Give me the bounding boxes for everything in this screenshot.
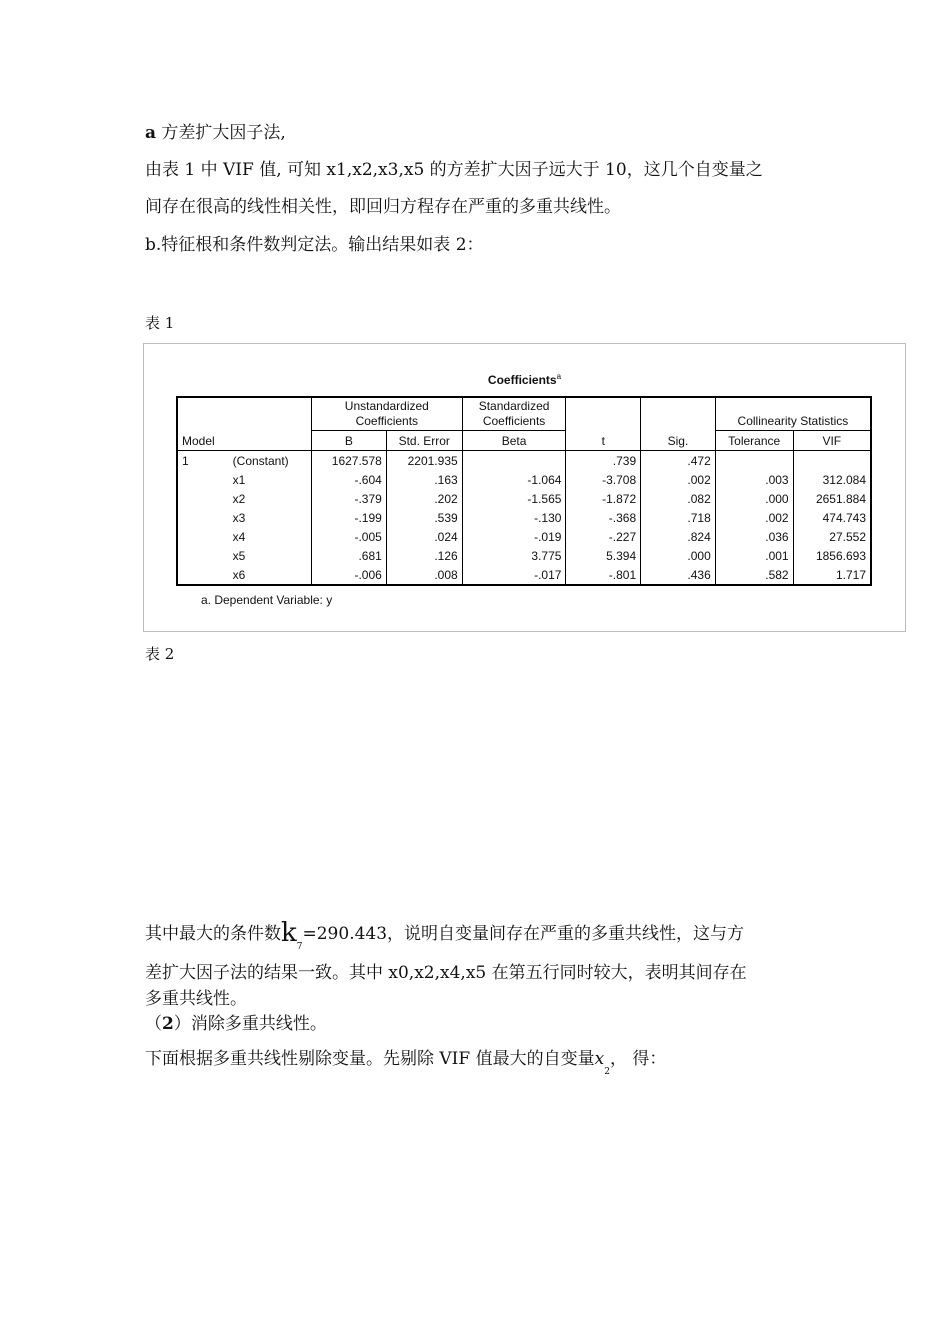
cell-vif: 27.552 [829,529,866,544]
table-title-text: Coefficients [487,373,557,387]
section-2-heading [145,1013,327,1035]
coefficients-table-frame [143,343,906,632]
cell-tol [715,451,793,471]
section-a-heading [145,122,286,144]
cell-t: -.227 [566,527,641,546]
tolerance-header: Tolerance [715,431,793,451]
cell-b: -.379 [311,489,386,508]
cell-var: x5 [231,546,312,565]
cell-se: .202 [386,489,462,508]
cell-vif: 1.717 [835,567,866,582]
cell-beta [462,451,566,471]
table-1-caption: 表 1 [145,314,175,332]
unstandardized-header [311,397,462,430]
cell-vif [793,451,871,471]
sig-header: Sig. [641,431,716,451]
cell-b: .681 [311,546,386,565]
cell-b: -.199 [311,508,386,527]
section-b-heading: b.特征根和条件数判定法。输出结果如表 2： [145,235,484,255]
std-line-2: Coefficients [482,414,546,428]
cell-var: (Constant) [231,451,312,471]
cell-se: .539 [386,508,462,527]
paragraph-remove-variable [145,1048,667,1077]
cell-t: -.368 [566,508,641,527]
paragraph-vif-1: 由表 1 中 VIF 值, 可知 x1,x2,x3,x5 的方差扩大因子远大于 10，这几个自变量之 [145,160,763,180]
cell-t: 5.394 [566,546,641,565]
cell-tol: .002 [715,508,793,527]
cond-text-post: =290.443，说明自变量间存在严重的多重共线性，这与方 [302,924,745,944]
table-row [177,470,871,489]
cell-model [177,565,231,585]
table-row [177,508,871,527]
table-footnote: a. Dependent Variable: y [201,593,333,607]
k-subscript: 7 [296,942,303,952]
cell-sig: .000 [641,546,716,565]
header-row-3 [177,431,871,451]
vif-header: VIF [793,431,871,451]
beta-header: Beta [462,431,566,451]
heading-open-paren: （ [145,1014,162,1034]
cell-model [177,508,231,527]
table-row [177,489,871,508]
cell-b: -.005 [311,527,386,546]
x-symbol: x [594,1049,605,1069]
unstd-line-2: Coefficients [355,414,419,428]
cell-vif: 2651.884 [815,491,866,506]
cell-var: x6 [231,565,312,585]
header-row-1 [177,397,871,430]
collinearity-header: Collinearity Statistics [737,414,849,428]
table-row [177,546,871,565]
cell-sig: .824 [641,527,716,546]
paragraph-vif-2: 间存在很高的线性相关性，即回归方程存在严重的多重共线性。 [145,197,621,217]
cell-se: .024 [386,527,462,546]
cell-beta: -.130 [462,508,566,527]
cell-se: 2201.935 [386,451,462,471]
x-subscript: 2 [604,1067,610,1077]
k-symbol: k [281,918,297,948]
cell-tol: .000 [715,489,793,508]
cell-b: 1627.578 [311,451,386,471]
cell-var: x4 [231,527,312,546]
cell-tol: .036 [715,527,793,546]
table-row [177,451,871,471]
section-a-title: 方差扩大因子法, [156,123,286,143]
cell-beta: -1.565 [462,489,566,508]
table-2-caption: 表 2 [145,645,175,663]
cell-se: .126 [386,546,462,565]
cell-vif: 1856.693 [815,548,866,563]
cell-tol: .001 [715,546,793,565]
cell-beta: 3.775 [462,546,566,565]
cell-model [177,489,231,508]
cell-sig: .002 [641,470,716,489]
table-row [177,527,871,546]
cell-var: x2 [231,489,312,508]
cell-beta: -.019 [462,527,566,546]
model-header: Model [177,431,311,451]
unstd-line-1: Unstandardized [344,399,429,413]
table-title-sup: a [556,372,562,381]
cell-model: 1 [182,453,189,468]
section-a-label: a [145,123,157,143]
cell-sig: .718 [641,508,716,527]
cell-model [177,546,231,565]
cell-se: .163 [386,470,462,489]
cell-t: -.801 [566,565,641,585]
cell-vif: 312.084 [822,472,866,487]
cell-t: .739 [566,451,641,471]
remove-text-post: ， 得： [609,1049,667,1069]
cell-b: -.604 [311,470,386,489]
table-title [144,372,905,387]
paragraph-condition-2: 差扩大因子法的结果一致。其中 x0,x2,x4,x5 在第五行同时较大，表明其间存在 [145,963,747,983]
cell-se: .008 [386,565,462,585]
remove-text-pre: 下面根据多重共线性剔除变量。先剔除 VIF 值最大的自变量 [145,1049,595,1069]
cell-sig: .472 [641,451,716,471]
cell-tol: .582 [715,565,793,585]
cell-t: -1.872 [566,489,641,508]
t-header: t [566,431,641,451]
b-header: B [311,431,386,451]
cell-model [177,470,231,489]
heading-number: 2 [162,1014,174,1034]
cell-beta: -1.064 [462,470,566,489]
cell-var: x3 [231,508,312,527]
cell-model [177,527,231,546]
cell-t: -3.708 [566,470,641,489]
heading-text: ）消除多重共线性。 [173,1014,327,1034]
cell-sig: .436 [641,565,716,585]
std-error-header: Std. Error [386,431,462,451]
cond-text-pre: 其中最大的条件数 [145,924,281,944]
standardized-header [462,397,566,430]
paragraph-condition-1 [145,918,745,952]
cell-sig: .082 [641,489,716,508]
std-line-1: Standardized [478,399,550,413]
cell-beta: -.017 [462,565,566,585]
cell-var: x1 [231,470,312,489]
coefficients-table [176,396,872,586]
table-body [177,451,871,586]
paragraph-condition-3: 多重共线性。 [145,989,247,1009]
cell-vif: 474.743 [822,510,866,525]
cell-b: -.006 [311,565,386,585]
table-row [177,565,871,585]
cell-tol: .003 [715,470,793,489]
